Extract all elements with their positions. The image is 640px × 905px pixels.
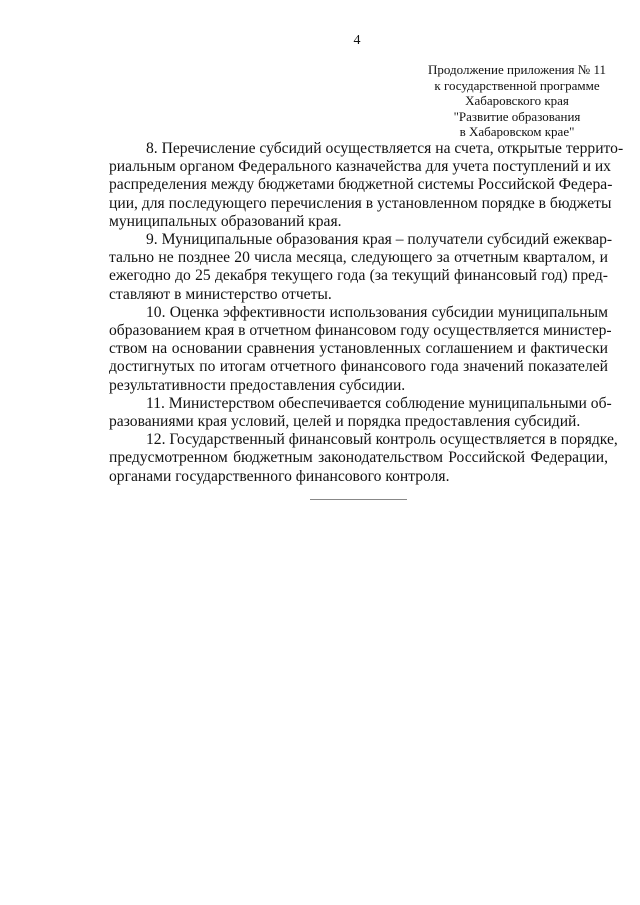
header-line: к государственной программе — [434, 77, 600, 93]
paragraph-line: ежегодно до 25 декабря текущего года (за текущий финансовый год) пред- — [109, 267, 608, 285]
paragraph-line: достигнутых по итогам отчетного финансового года значений показателей — [109, 358, 608, 376]
header-line: "Развитие образования — [453, 108, 581, 124]
paragraph-line: риальным органом Федерального казначейства для учета поступлений и их — [109, 158, 611, 176]
paragraph-10 — [109, 303, 612, 395]
paragraph-line: 11. Министерством обеспечивается соблюдение муниципальными об- — [146, 394, 612, 412]
paragraph-12 — [109, 431, 618, 486]
paragraph-line: 12. Государственный финансовый контроль осуществляется в порядке, — [146, 431, 618, 449]
paragraph-line: 8. Перечисление субсидий осуществляется на счета, открытые террито- — [146, 140, 624, 157]
paragraph-line: ством на основании сравнения установленных соглашением и фактически — [109, 340, 608, 358]
paragraph-line: образованием края в отчетном финансовом году осуществляется министер- — [109, 322, 612, 340]
header-line: в Хабаровском крае" — [459, 124, 575, 139]
paragraph-line: органами государственного финансового контроля. — [109, 467, 450, 485]
appendix-header — [420, 62, 614, 140]
header-line: Хабаровского края — [465, 93, 569, 108]
page-number: 4 — [353, 33, 361, 48]
paragraph-line: муниципальных образований края. — [109, 212, 342, 230]
paragraph-line: 9. Муниципальные образования края – получатели субсидий ежеквар- — [146, 231, 613, 249]
paragraph-9 — [109, 231, 613, 304]
document-body — [109, 140, 624, 486]
paragraph-line: ции, для последующего перечисления в установленном порядке в бюджеты — [109, 194, 612, 212]
paragraph-line: разованиями края условий, целей и порядка предоставления субсидий. — [109, 413, 581, 431]
header-line: Продолжение приложения № 11 — [428, 62, 606, 77]
end-separator-line — [310, 499, 407, 500]
paragraph-line: тально не позднее 20 числа месяца, следующего за отчетным кварталом, и — [109, 249, 608, 267]
paragraph-11 — [109, 394, 612, 431]
paragraph-line: предусмотренном бюджетным законодательством Российской Федерации, — [109, 449, 608, 467]
paragraph-line: результативности предоставления субсидии. — [109, 376, 406, 394]
paragraph-line: ставляют в министерство отчеты. — [109, 285, 332, 303]
paragraph-line: распределения между бюджетами бюджетной системы Российской Федера- — [109, 176, 613, 194]
paragraph-8 — [109, 140, 624, 231]
paragraph-line: 10. Оценка эффективности использования субсидии муниципальным — [146, 303, 608, 321]
